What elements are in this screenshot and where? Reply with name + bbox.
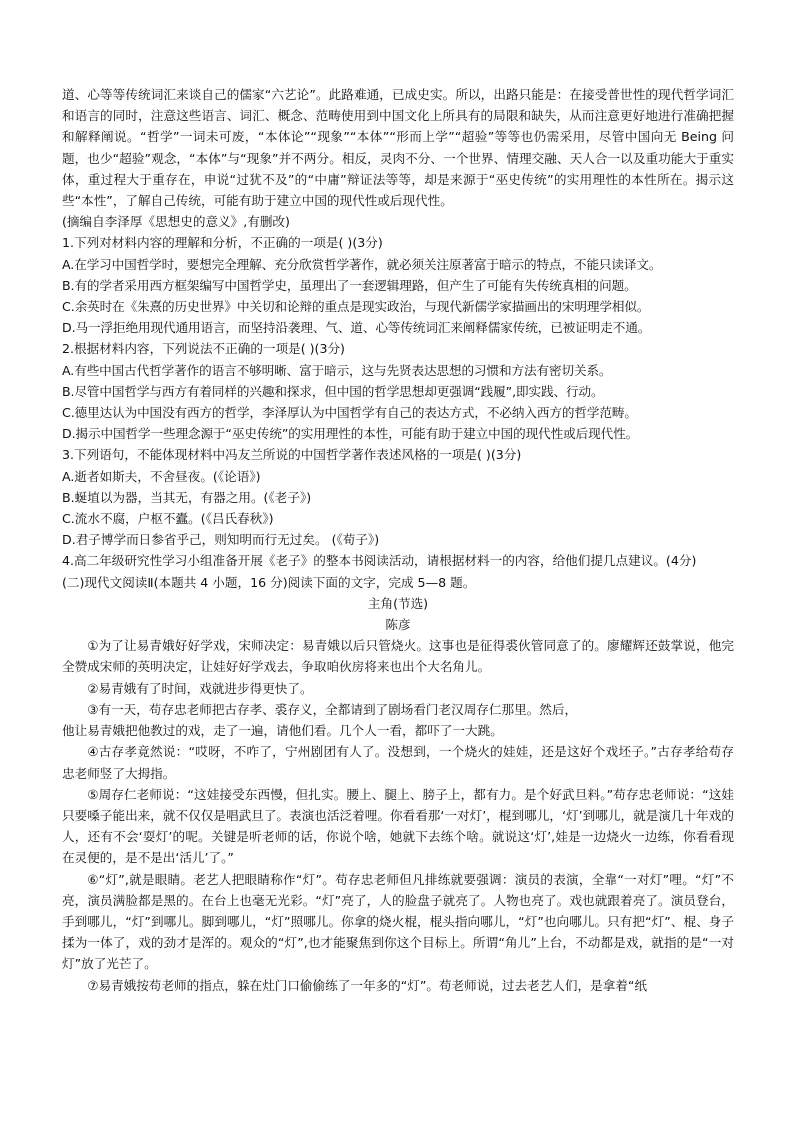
option-d: D.揭示中国哲学一些理念源于“巫史传统”的实用理性的本性，可能有助于建立中国的现代性或后现代性。 xyxy=(62,426,639,442)
question-stem: 2.根据材料内容，下列说法不正确的一项是( )(3分) xyxy=(62,341,345,357)
question-stem: 1.下列对材料内容的理解和分析，不正确的一项是( )(3分) xyxy=(62,235,383,251)
option-b: B.尽管中国哲学与西方有着同样的兴趣和探求，但中国的哲学思想却更强调“践履”,即实践、行动。 xyxy=(62,383,604,399)
question-2 xyxy=(62,338,734,444)
story-paragraph: ⑦易青娥按苟老师的指点，躲在灶门口偷偷练了一年多的“灯”。苟老师说，过去老艺人们，是拿着“纸 xyxy=(87,977,647,993)
story-paragraph: 他让易青娥把他教过的戏，走了一遍，请他们看。几个人一看，都吓了一大跳。 xyxy=(62,723,503,739)
question-1 xyxy=(62,232,734,338)
question-3 xyxy=(62,444,734,550)
option-d: D.马一浮拒绝用现代通用语言，而坚持沿袭理、气、道、心等传统词汇来阐释儒家传统，已被证明走不通。 xyxy=(62,320,651,336)
option-d: D.君子博学而日参省乎己，则知明而行无过矣。 (《荀子》) xyxy=(62,532,380,548)
option-c: C.余英时在《朱熹的历史世界》中关切和论辩的重点是现实政治，与现代新儒学家描画出的宋明理学相似。 xyxy=(62,299,650,315)
passage-paragraph: 道、心等等传统词汇来谈自己的儒家“六艺论”。此路难通，已成史实。所以，出路只能是：在接受普世性的现代哲学词汇和语言的同时，注意这些语言、词汇、概念、范畴使用到中国文化上所具有的局限和缺失，从而注意更好地进行准确把握和解释阐说。“哲学”一词未可废，“本体论”“现象”“本体”“形而上学”“超验”等等也仍需采用，尽管中国向无 Being 问题，也少“超验”观念，“本体”与“现象”并不两分。相反，灵肉不分、一个世界、情理交融、天人合一以及重功能大于重实体，重过程大于重存在，申说“过犹不及”的“中庸”辩证法等等，却是来源于“巫史传统”的实用理性的本性所在。揭示这些“本性”，了解自己传统，可能有助于建立中国的现代性或后现代性。 xyxy=(62,87,734,209)
story-author: 陈彦 xyxy=(385,617,411,633)
story-paragraph: ②易青娥有了时间，戏就进步得更快了。 xyxy=(87,680,313,696)
option-a: A.逝者如斯夫，不舍昼夜。(《论语》) xyxy=(62,468,261,484)
option-c: C.流水不腐，户枢不蠹。(《吕氏春秋》) xyxy=(62,511,274,527)
option-b: B.有的学者采用西方框架编写中国哲学史，虽理出了一套逻辑理路，但产生了可能有失传统真相的问题。 xyxy=(62,277,637,293)
story-paragraph: ④古存孝竟然说：“哎呀，不咋了，宁州剧团有人了。没想到，一个烧火的娃娃，还是这好个戏坯子。”古存孝给苟存忠老师竖了大拇指。 xyxy=(62,744,734,781)
option-a: A.在学习中国哲学时，要想完全理解、充分欣赏哲学著作，就必须关注原著富于暗示的特点，不能只读译文。 xyxy=(62,256,662,272)
story-paragraph: ①为了让易青娥好好学戏，宋师决定：易青娥以后只管烧火。这事也是征得裘伙管同意了的。廖耀辉还鼓掌说，他完全赞成宋师的英明决定，让娃好好学戏去，争取咱伙房将来也出个大名角儿。 xyxy=(62,638,734,675)
story-paragraph: ⑥“灯”,就是眼睛。老艺人把眼睛称作“灯”。苟存忠老师但凡排练就要强调：演员的表演，全靠“一对灯”哩。“灯”不亮，演员满脸都是黑的。在台上也毫无光彩。“灯”亮了，人的脸盘子就亮了。人物也亮了。戏也就跟着亮了。演员登台，手到哪儿，“灯”到哪儿。脚到哪儿，“灯”照哪儿。你拿的烧火棍，棍头指向哪儿，“灯”也向哪儿。只有把“灯”、棍、身子揉为一体了，戏的劲才是浑的。观众的“灯”,也才能聚焦到你这个目标上。所谓“角儿”上台，不动都是戏，就指的是“一对灯”放了光芒了。 xyxy=(62,871,734,972)
story-paragraph: ③有一天，苟存忠老师把古存孝、裘存义，全都请到了剧场看门老汉周存仁那里。然后， xyxy=(87,701,578,717)
option-a: A.有些中国古代哲学著作的语言不够明晰、富于暗示，这与先贤表达思想的习惯和方法有密切关系。 xyxy=(62,362,612,378)
story-paragraph: ⑤周存仁老师说：“这娃接受东西慢，但扎实。腰上、腿上、膀子上，都有力。是个好武旦料。”苟存忠老师说：“这娃只要嗓子能出来，就不仅仅是唱武旦了。表演也活泛着哩。你看看那‘一对灯’，棍到哪儿，‘灯’到哪儿，就是演几十年戏的人，还有不会‘耍灯’的呢。关键是听老师的话，你说个啥，她就下去练个啥。就说这‘灯’,娃是一边烧火一边练，你看看现在灵便的，是不是出‘活儿’了。” xyxy=(62,786,734,866)
option-b: B.蜒埴以为器，当其无，有器之用。(《老子》) xyxy=(62,489,312,505)
question-stem: 3.下列语句，不能体现材料中冯友兰所说的中国哲学著作表述风格的一项是( )(3分) xyxy=(62,447,522,463)
section-heading: (二)现代文阅读Ⅱ(本题共 4 小题，16 分)阅读下面的文字，完成 5—8 题。 xyxy=(62,574,476,590)
question-4 xyxy=(62,550,734,571)
story-title: 主角(节选) xyxy=(367,595,429,611)
question-stem: 4.高二年级研究性学习小组准备开展《老子》的整本书阅读活动，请根据材料一的内容，给他们提几点建议。(4分) xyxy=(62,553,697,569)
story-body xyxy=(62,635,734,995)
source-citation: (摘编自李泽厚《思想史的意义》,有删改) xyxy=(62,214,290,230)
option-c: C.德里达认为中国没有西方的哲学，李泽厚认为中国哲学有自己的表达方式，不必纳入西方的哲学范畴。 xyxy=(62,405,637,421)
